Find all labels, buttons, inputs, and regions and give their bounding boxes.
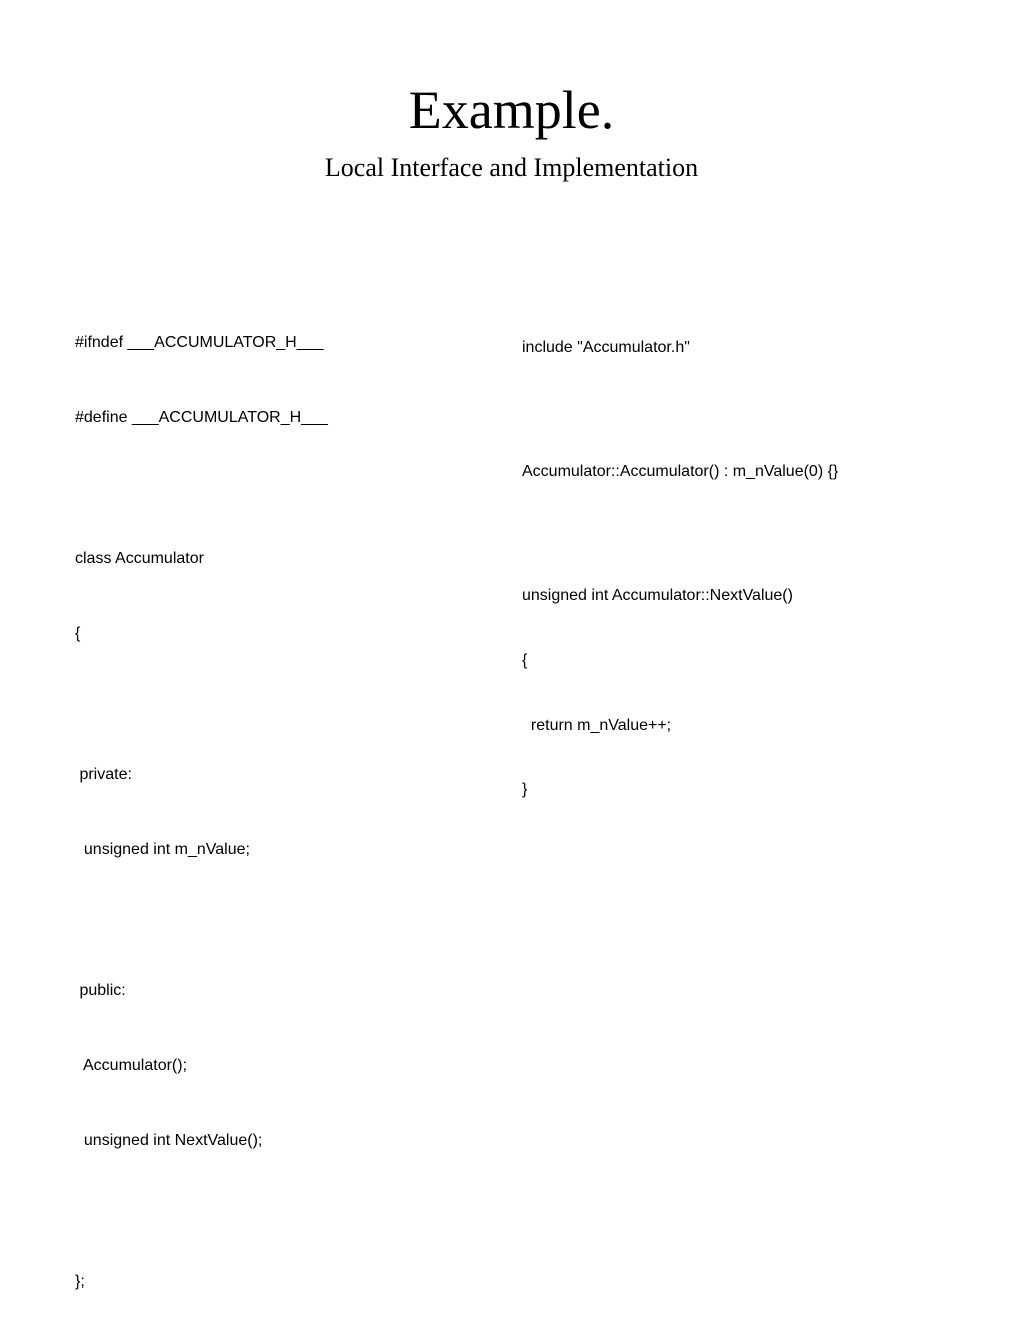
code-line: return m_nValue++;: [522, 716, 672, 734]
code-line: public:: [75, 982, 126, 999]
code-line: }: [522, 781, 528, 799]
code-line: unsigned int NextValue();: [75, 1132, 263, 1149]
code-line: [522, 402, 838, 418]
code-line: {: [75, 625, 81, 642]
code-line: Accumulator::Accumulator() : m_nValue(0) {}: [522, 463, 839, 481]
code-line: #define ___ACCUMULATOR_H___: [75, 409, 328, 426]
code-line: #ifndef ___ACCUMULATOR_H___: [75, 334, 324, 351]
code-line: unsigned int m_nValue;: [75, 841, 250, 858]
code-line: [75, 696, 328, 712]
code-line: [522, 526, 838, 542]
code-line: class Accumulator: [75, 550, 204, 567]
slide-subtitle: Local Interface and Implementation: [324, 153, 699, 182]
code-line: [75, 912, 328, 928]
code-line: };: [75, 1273, 85, 1290]
code-line: [75, 480, 328, 496]
code-line: unsigned int Accumulator::NextValue(): [522, 587, 793, 605]
code-line: private:: [75, 766, 132, 783]
code-line: [75, 1203, 328, 1219]
slide-title: Example.: [408, 80, 615, 140]
code-line: Accumulator();: [75, 1057, 188, 1074]
code-line: {: [522, 651, 528, 669]
header-code-block: [75, 280, 328, 1319]
implementation-code-block: [522, 294, 838, 823]
code-line: include "Accumulator.h": [522, 339, 690, 357]
